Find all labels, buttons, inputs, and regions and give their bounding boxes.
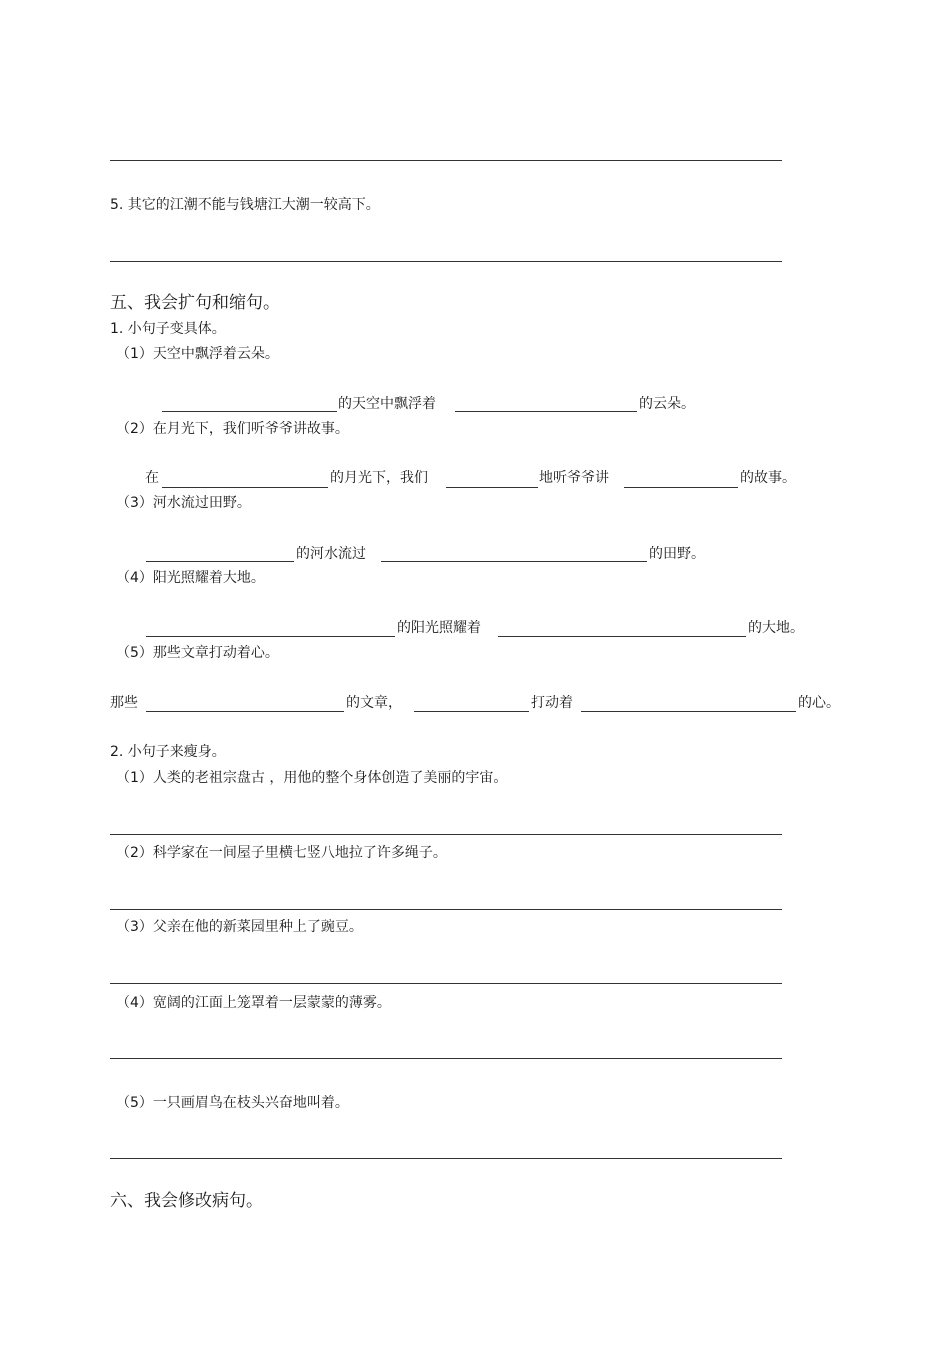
fill-blank[interactable] [624, 487, 738, 488]
shrink-prompt: （3）父亲在他的新菜园里种上了豌豆。 [116, 919, 363, 935]
expand-text: 的月光下，我们 [330, 470, 428, 486]
question-q4-5: 5. 其它的江潮不能与钱塘江大潮一较高下。 [110, 197, 380, 213]
fill-blank[interactable] [446, 487, 538, 488]
expand-text: 那些 [110, 695, 138, 711]
expand-prompt: （5）那些文章打动着心。 [116, 645, 279, 661]
fill-blank[interactable] [146, 711, 344, 712]
answer-line[interactable] [110, 261, 782, 262]
section5-title: 五、我会扩句和缩句。 [110, 293, 280, 313]
shrink-prompt: （4）宽阔的江面上笼罩着一层蒙蒙的薄雾。 [116, 995, 391, 1011]
answer-line[interactable] [110, 834, 782, 835]
shrink-prompt: （2）科学家在一间屋子里横七竖八地拉了许多绳子。 [116, 845, 447, 861]
expand-text: 的故事。 [740, 470, 796, 486]
expand-text: 的大地。 [748, 620, 804, 636]
part2-title: 2. 小句子来瘦身。 [110, 744, 226, 760]
expand-prompt: （3）河水流过田野。 [116, 495, 251, 511]
fill-blank[interactable] [498, 636, 746, 637]
expand-prompt: （1）天空中飘浮着云朵。 [116, 346, 279, 362]
fill-blank[interactable] [455, 411, 637, 412]
shrink-prompt: （5）一只画眉鸟在枝头兴奋地叫着。 [116, 1095, 349, 1111]
expand-text: 在 [145, 470, 159, 486]
shrink-prompt: （1）人类的老祖宗盘古 ，用他的整个身体创造了美丽的宇宙。 [116, 770, 508, 786]
expand-text: 打动着 [531, 695, 573, 711]
expand-text: 的天空中飘浮着 [338, 396, 436, 412]
fill-blank[interactable] [414, 711, 529, 712]
answer-line[interactable] [110, 909, 782, 910]
expand-prompt: （2）在月光下，我们听爷爷讲故事。 [116, 421, 349, 437]
part1-title: 1. 小句子变具体。 [110, 321, 226, 337]
expand-text: 的田野。 [649, 546, 705, 562]
expand-text: 的河水流过 [296, 546, 366, 562]
fill-blank[interactable] [581, 711, 796, 712]
expand-prompt: （4）阳光照耀着大地。 [116, 570, 265, 586]
expand-text: 的心。 [798, 695, 840, 711]
fill-blank[interactable] [146, 561, 294, 562]
fill-blank[interactable] [146, 636, 395, 637]
expand-text: 的文章， [346, 695, 402, 711]
answer-line[interactable] [110, 1058, 782, 1059]
answer-line[interactable] [110, 160, 782, 161]
fill-blank[interactable] [162, 487, 328, 488]
expand-text: 的云朵。 [639, 396, 695, 412]
section6-title: 六、我会修改病句。 [110, 1191, 263, 1211]
answer-line[interactable] [110, 1158, 782, 1159]
fill-blank[interactable] [381, 561, 647, 562]
expand-text: 地听爷爷讲 [539, 470, 609, 486]
answer-line[interactable] [110, 983, 782, 984]
fill-blank[interactable] [162, 411, 337, 412]
expand-text: 的阳光照耀着 [397, 620, 481, 636]
